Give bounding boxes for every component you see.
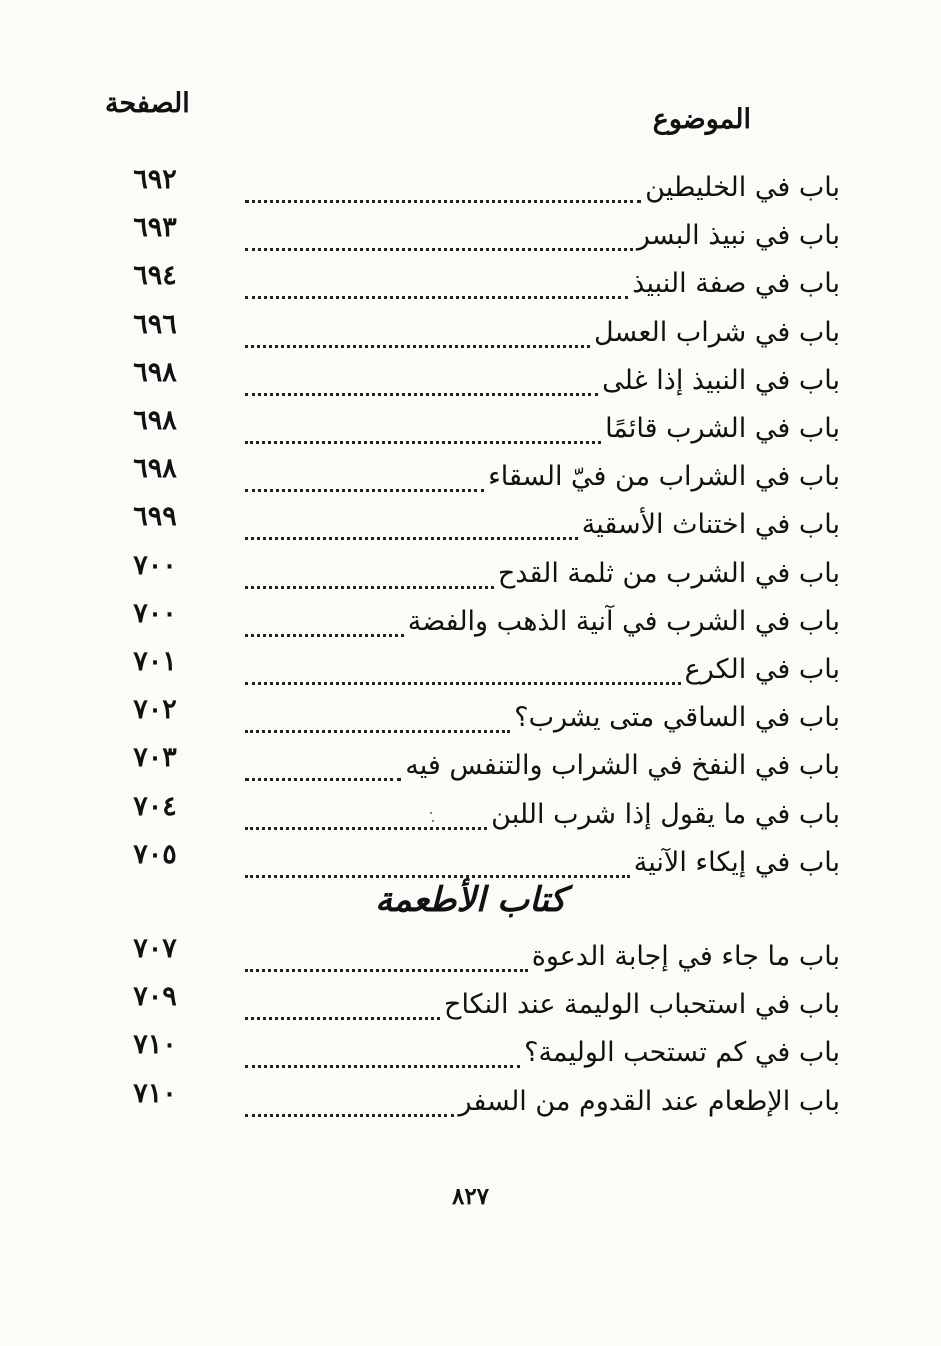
- leader-dots: [245, 290, 628, 299]
- leader-dots: [245, 724, 510, 733]
- toc-entry-page-number: ٧٠٠: [133, 549, 177, 581]
- toc-entry-title: باب في الخليطين: [645, 172, 840, 203]
- toc-entry: [110, 1077, 840, 1126]
- toc-entry-page-number: ٧٠٧: [133, 933, 177, 964]
- toc-entry-title: باب في النفخ في الشراب والتنفس فيه: [405, 750, 840, 782]
- toc-entry: [110, 356, 840, 405]
- leader-dots: [245, 1108, 454, 1117]
- toc-entry: [110, 742, 840, 790]
- toc-entry-title: باب في نبيذ البسر: [636, 220, 840, 252]
- toc-entry: [110, 549, 840, 598]
- toc-entry: [110, 694, 840, 742]
- toc-entry-title: باب في اختناث الأسقية: [581, 509, 840, 541]
- toc-entry-title: باب في الشرب قائمًا: [605, 413, 840, 444]
- toc-entry-title: باب في الساقي متى يشرب؟: [514, 702, 840, 734]
- leader-dots: [245, 963, 528, 972]
- toc-entry-title: باب ما جاء في إجابة الدعوة: [531, 941, 840, 972]
- toc-entry: [110, 308, 840, 357]
- toc-entry: [110, 405, 840, 453]
- toc-entry-title: باب في ما يقول إذا شرب اللبن: [491, 798, 840, 830]
- toc-entry-title: باب في النبيذ إذا غلى: [602, 364, 840, 396]
- leader-dots: [245, 531, 578, 540]
- toc-entry: [110, 164, 840, 212]
- toc-entry-page-number: ٧٠١: [133, 646, 177, 677]
- toc-entry-title: باب في استحباب الوليمة عند النكاح: [444, 989, 840, 1021]
- speck-mark: [430, 812, 432, 814]
- toc-entry-page-number: ٧٠٣: [133, 742, 177, 774]
- toc-entry: [110, 501, 840, 549]
- page-column-header: الصفحة: [105, 88, 190, 119]
- toc-entry-title: باب في الشرب في آنية الذهب والفضة: [407, 605, 840, 637]
- leader-dots: [245, 339, 590, 348]
- leader-dots: [245, 242, 633, 251]
- leader-dots: [245, 869, 630, 878]
- toc-entry: [110, 453, 840, 501]
- toc-entry-title: باب في إيكاء الآنية: [633, 846, 840, 878]
- toc-entry-page-number: ٧٠٢: [133, 694, 177, 726]
- toc-entry-title: باب في الشراب من فيّ السقاء: [488, 461, 840, 493]
- speck-mark: [432, 820, 434, 822]
- leader-dots: [245, 387, 598, 396]
- leader-dots: [245, 1011, 440, 1020]
- toc-entry-page-number: ٧١٠: [133, 1029, 177, 1061]
- toc-entry-page-number: ٦٩٩: [133, 501, 177, 533]
- leader-dots: [245, 628, 404, 637]
- toc-entry-page-number: ٧٠٥: [133, 838, 177, 870]
- toc-entry: [110, 1029, 840, 1077]
- toc-entry: [110, 933, 840, 981]
- toc-entry-page-number: ٧١٠: [133, 1077, 177, 1109]
- toc-entry-page-number: ٦٩٨: [133, 405, 177, 436]
- toc-entry: [110, 597, 840, 646]
- toc-entry-page-number: ٧٠٠: [133, 597, 177, 629]
- toc-entry-title: باب الإطعام عند القدوم من السفر: [458, 1085, 840, 1117]
- page-number-footer: ٨٢٧: [451, 1183, 490, 1210]
- toc-entry-page-number: ٦٩٨: [133, 356, 177, 388]
- toc-entry-page-number: ٧٠٩: [133, 981, 177, 1013]
- leader-dots: [245, 821, 487, 830]
- leader-dots: [245, 194, 641, 203]
- toc-entry-title: باب في كم تستحب الوليمة؟: [524, 1037, 840, 1069]
- toc-entry-page-number: ٦٩٢: [133, 164, 177, 195]
- subject-column-header: الموضوع: [652, 104, 751, 135]
- toc-entry-page-number: ٦٩٣: [133, 212, 177, 244]
- toc-entry-page-number: ٦٩٤: [133, 260, 177, 292]
- leader-dots: [245, 1059, 520, 1068]
- leader-dots: [245, 435, 601, 444]
- toc-entry: [110, 260, 840, 308]
- toc-entry: [110, 646, 840, 694]
- leader-dots: [245, 580, 494, 589]
- toc-entry: [110, 212, 840, 260]
- toc-entry-page-number: ٦٩٨: [133, 453, 177, 485]
- toc-entry: [110, 981, 840, 1029]
- leader-dots: [245, 483, 484, 492]
- leader-dots: [245, 772, 401, 781]
- toc-entry-title: باب في شراب العسل: [593, 316, 840, 348]
- toc-entry: [110, 790, 840, 839]
- toc-entry-title: باب في الكرع: [684, 654, 840, 685]
- toc-entry-title: باب في الشرب من ثلمة القدح: [497, 557, 840, 589]
- leader-dots: [245, 676, 681, 685]
- section-title: كتاب الأطعمة: [375, 880, 566, 920]
- toc-entry-title: باب في صفة النبيذ: [632, 268, 840, 300]
- toc-entry-page-number: ٧٠٤: [133, 790, 177, 822]
- toc-entry-page-number: ٦٩٦: [133, 308, 177, 340]
